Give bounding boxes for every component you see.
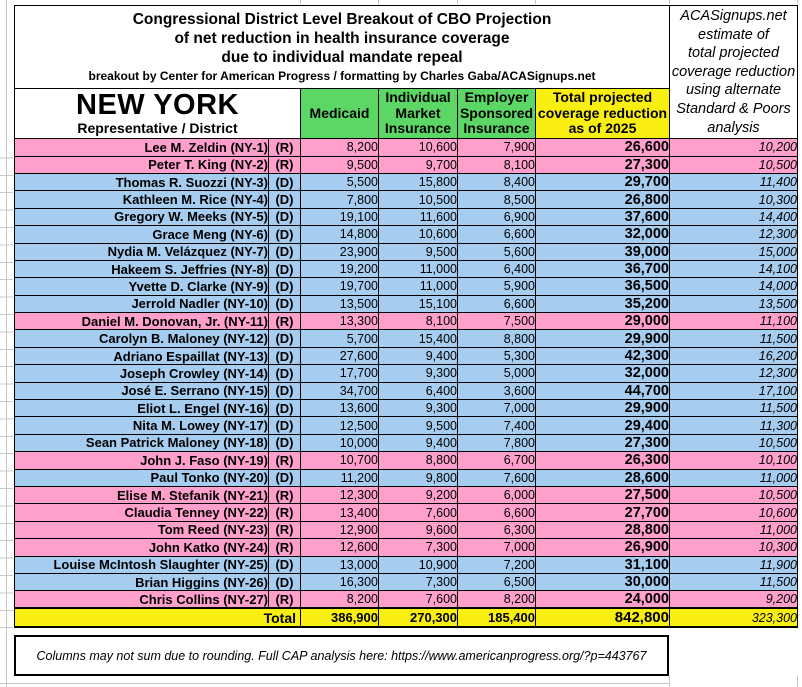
medicaid-cell[interactable]: 5,500 bbox=[301, 173, 379, 190]
employer-sponsored-cell[interactable]: 3,600 bbox=[458, 382, 536, 399]
total-projected-cell[interactable]: 31,100 bbox=[536, 556, 670, 573]
table-row bbox=[15, 417, 798, 434]
representative-cell[interactable]: John Katko (NY-24) bbox=[15, 539, 269, 556]
total-projected-cell[interactable]: 27,700 bbox=[536, 504, 670, 521]
table-row bbox=[15, 330, 798, 347]
party-cell[interactable]: (D) bbox=[269, 295, 301, 312]
grid-tick-top-5 bbox=[669, 0, 670, 4]
employer-sponsored-cell[interactable]: 7,200 bbox=[458, 556, 536, 573]
total-individual-market-cell[interactable]: 270,300 bbox=[379, 608, 458, 627]
individual-market-cell[interactable]: 7,600 bbox=[379, 591, 458, 609]
individual-market-cell[interactable]: 9,400 bbox=[379, 434, 458, 451]
representative-cell[interactable]: Tom Reed (NY-23) bbox=[15, 521, 269, 538]
individual-market-cell[interactable]: 9,300 bbox=[379, 400, 458, 417]
employer-sponsored-cell[interactable]: 7,000 bbox=[458, 539, 536, 556]
party-cell[interactable]: (D) bbox=[269, 400, 301, 417]
medicaid-cell[interactable]: 19,700 bbox=[301, 278, 379, 295]
representative-cell[interactable]: Sean Patrick Maloney (NY-18) bbox=[15, 434, 269, 451]
individual-market-cell[interactable]: 9,400 bbox=[379, 347, 458, 364]
title-credit: breakout by Center for American Progress / formatting by Charles Gaba/ACASignups.net bbox=[88, 68, 596, 83]
sp-estimate-cell[interactable]: 11,000 bbox=[670, 521, 798, 538]
party-cell[interactable]: (D) bbox=[269, 260, 301, 277]
party-cell[interactable]: (D) bbox=[269, 573, 301, 590]
individual-market-cell[interactable]: 7,600 bbox=[379, 504, 458, 521]
footnote-text: Columns may not sum due to rounding. Full CAP analysis here: https://www.americanprogress.org/?p=443767 bbox=[36, 648, 647, 663]
table-row bbox=[15, 556, 798, 573]
representative-cell[interactable]: Nita M. Lowey (NY-17) bbox=[15, 417, 269, 434]
state-header-cell bbox=[15, 88, 301, 139]
grid-vline-bottom-1 bbox=[669, 676, 670, 687]
individual-market-cell[interactable]: 11,000 bbox=[379, 260, 458, 277]
individual-market-cell[interactable]: 8,800 bbox=[379, 452, 458, 469]
representative-cell[interactable]: Grace Meng (NY-6) bbox=[15, 226, 269, 243]
total-projected-cell[interactable]: 32,000 bbox=[536, 226, 670, 243]
total-projected-cell[interactable]: 28,600 bbox=[536, 469, 670, 486]
medicaid-cell[interactable]: 19,200 bbox=[301, 260, 379, 277]
party-cell[interactable]: (R) bbox=[269, 313, 301, 330]
table-title bbox=[15, 6, 670, 89]
table-row bbox=[15, 295, 798, 312]
sp-estimate-cell[interactable]: 16,200 bbox=[670, 347, 798, 364]
total-projected-cell[interactable]: 26,900 bbox=[536, 539, 670, 556]
party-cell[interactable]: (D) bbox=[269, 434, 301, 451]
party-cell[interactable]: (R) bbox=[269, 521, 301, 538]
total-projected-cell[interactable]: 36,500 bbox=[536, 278, 670, 295]
table-row bbox=[15, 208, 798, 225]
grid-tick-top-2 bbox=[378, 0, 379, 4]
total-projected-cell[interactable]: 26,300 bbox=[536, 452, 670, 469]
individual-market-cell[interactable]: 15,400 bbox=[379, 330, 458, 347]
party-cell[interactable]: (R) bbox=[269, 504, 301, 521]
sp-estimate-cell[interactable]: 10,500 bbox=[670, 486, 798, 503]
total-projected-cell[interactable]: 44,700 bbox=[536, 382, 670, 399]
medicaid-cell[interactable]: 13,400 bbox=[301, 504, 379, 521]
individual-market-cell[interactable]: 15,800 bbox=[379, 173, 458, 190]
medicaid-cell[interactable]: 19,100 bbox=[301, 208, 379, 225]
party-cell[interactable]: (D) bbox=[269, 208, 301, 225]
party-cell[interactable]: (D) bbox=[269, 365, 301, 382]
table-row bbox=[15, 226, 798, 243]
medicaid-cell[interactable]: 9,500 bbox=[301, 156, 379, 173]
medicaid-cell[interactable]: 12,300 bbox=[301, 486, 379, 503]
total-projected-cell[interactable]: 28,800 bbox=[536, 521, 670, 538]
medicaid-cell[interactable]: 14,800 bbox=[301, 226, 379, 243]
individual-market-cell[interactable]: 9,500 bbox=[379, 243, 458, 260]
individual-market-cell[interactable]: 6,400 bbox=[379, 382, 458, 399]
medicaid-cell[interactable]: 13,000 bbox=[301, 556, 379, 573]
column-header-individual-market: Individual Market Insurance bbox=[379, 88, 458, 139]
employer-sponsored-cell[interactable]: 7,000 bbox=[458, 400, 536, 417]
party-cell[interactable]: (D) bbox=[269, 417, 301, 434]
column-header-medicaid: Medicaid bbox=[301, 88, 379, 139]
sp-estimate-cell[interactable]: 15,000 bbox=[670, 243, 798, 260]
party-cell[interactable]: (R) bbox=[269, 156, 301, 173]
sp-estimate-cell[interactable]: 11,000 bbox=[670, 469, 798, 486]
medicaid-cell[interactable]: 13,300 bbox=[301, 313, 379, 330]
party-cell[interactable]: (D) bbox=[269, 226, 301, 243]
employer-sponsored-cell[interactable]: 6,900 bbox=[458, 208, 536, 225]
medicaid-cell[interactable]: 8,200 bbox=[301, 139, 379, 156]
sp-estimate-cell[interactable]: 14,100 bbox=[670, 260, 798, 277]
grid-hline-bottom bbox=[0, 683, 669, 684]
sp-estimate-cell[interactable]: 17,100 bbox=[670, 382, 798, 399]
total-projected-cell[interactable]: 32,000 bbox=[536, 365, 670, 382]
table-row bbox=[15, 173, 798, 190]
total-projected-cell[interactable]: 37,600 bbox=[536, 208, 670, 225]
total-employer-sponsored-cell[interactable]: 185,400 bbox=[458, 608, 536, 627]
employer-sponsored-cell[interactable]: 5,600 bbox=[458, 243, 536, 260]
medicaid-cell[interactable]: 10,000 bbox=[301, 434, 379, 451]
employer-sponsored-cell[interactable]: 6,400 bbox=[458, 260, 536, 277]
sp-estimate-cell[interactable]: 12,300 bbox=[670, 226, 798, 243]
party-cell[interactable]: (D) bbox=[269, 243, 301, 260]
representative-cell[interactable]: Claudia Tenney (NY-22) bbox=[15, 504, 269, 521]
individual-market-cell[interactable]: 9,700 bbox=[379, 156, 458, 173]
grid-tick-top-1 bbox=[300, 0, 301, 4]
party-cell[interactable]: (D) bbox=[269, 330, 301, 347]
medicaid-cell[interactable]: 8,200 bbox=[301, 591, 379, 609]
total-projected-cell[interactable]: 29,000 bbox=[536, 313, 670, 330]
table-row bbox=[15, 347, 798, 364]
total-sp-estimate-cell[interactable]: 323,300 bbox=[670, 608, 798, 627]
sp-estimate-cell[interactable]: 14,000 bbox=[670, 278, 798, 295]
total-projected-cell[interactable]: 27,300 bbox=[536, 434, 670, 451]
employer-sponsored-cell[interactable]: 8,100 bbox=[458, 156, 536, 173]
table-row bbox=[15, 260, 798, 277]
employer-sponsored-cell[interactable]: 6,000 bbox=[458, 486, 536, 503]
total-projected-cell[interactable]: 27,300 bbox=[536, 156, 670, 173]
representative-cell[interactable]: Adriano Espaillat (NY-13) bbox=[15, 347, 269, 364]
table-row bbox=[15, 382, 798, 399]
table-row bbox=[15, 452, 798, 469]
representative-cell[interactable]: Louise McIntosh Slaughter (NY-25) bbox=[15, 556, 269, 573]
medicaid-cell[interactable]: 11,200 bbox=[301, 469, 379, 486]
table-row bbox=[15, 486, 798, 503]
representative-cell[interactable]: John J. Faso (NY-19) bbox=[15, 452, 269, 469]
title-row bbox=[15, 6, 798, 89]
employer-sponsored-cell[interactable]: 8,200 bbox=[458, 591, 536, 609]
table-row bbox=[15, 365, 798, 382]
employer-sponsored-cell[interactable]: 7,500 bbox=[458, 313, 536, 330]
total-projected-cell[interactable]: 27,500 bbox=[536, 486, 670, 503]
medicaid-cell[interactable]: 7,800 bbox=[301, 191, 379, 208]
sp-estimate-cell[interactable]: 11,900 bbox=[670, 556, 798, 573]
grid-tick-top-3 bbox=[457, 0, 458, 4]
representative-cell[interactable]: Gregory W. Meeks (NY-5) bbox=[15, 208, 269, 225]
employer-sponsored-cell[interactable]: 6,300 bbox=[458, 521, 536, 538]
representative-cell[interactable]: Kathleen M. Rice (NY-4) bbox=[15, 191, 269, 208]
representative-cell[interactable]: Thomas R. Suozzi (NY-3) bbox=[15, 173, 269, 190]
table-row bbox=[15, 539, 798, 556]
total-projected-cell[interactable]: 24,000 bbox=[536, 591, 670, 609]
party-cell[interactable]: (R) bbox=[269, 539, 301, 556]
individual-market-cell[interactable]: 7,300 bbox=[379, 573, 458, 590]
total-projected-cell[interactable]: 842,800 bbox=[536, 608, 670, 627]
employer-sponsored-cell[interactable]: 5,300 bbox=[458, 347, 536, 364]
grid-tick-top-4 bbox=[535, 0, 536, 4]
individual-market-cell[interactable]: 15,100 bbox=[379, 295, 458, 312]
party-cell[interactable]: (D) bbox=[269, 173, 301, 190]
total-projected-cell[interactable]: 39,000 bbox=[536, 243, 670, 260]
individual-market-cell[interactable]: 7,300 bbox=[379, 539, 458, 556]
employer-sponsored-cell[interactable]: 6,600 bbox=[458, 295, 536, 312]
employer-sponsored-cell[interactable]: 5,900 bbox=[458, 278, 536, 295]
employer-sponsored-cell[interactable]: 6,600 bbox=[458, 504, 536, 521]
sp-estimate-cell[interactable]: 9,200 bbox=[670, 591, 798, 609]
party-cell[interactable]: (R) bbox=[269, 139, 301, 156]
sp-estimate-cell[interactable]: 10,300 bbox=[670, 191, 798, 208]
total-projected-cell[interactable]: 29,900 bbox=[536, 330, 670, 347]
grid-vline-bottom-2 bbox=[797, 676, 798, 687]
total-projected-cell[interactable]: 29,400 bbox=[536, 417, 670, 434]
representative-cell[interactable]: Jerrold Nadler (NY-10) bbox=[15, 295, 269, 312]
table-row bbox=[15, 191, 798, 208]
total-projected-cell[interactable]: 29,900 bbox=[536, 400, 670, 417]
individual-market-cell[interactable]: 11,600 bbox=[379, 208, 458, 225]
grid-row-lines bbox=[0, 141, 13, 631]
sp-estimate-cell[interactable]: 10,200 bbox=[670, 139, 798, 156]
representative-cell[interactable]: Joseph Crowley (NY-14) bbox=[15, 365, 269, 382]
employer-sponsored-cell[interactable]: 8,800 bbox=[458, 330, 536, 347]
table-row bbox=[15, 313, 798, 330]
total-projected-cell[interactable]: 30,000 bbox=[536, 573, 670, 590]
table-row bbox=[15, 469, 798, 486]
sp-estimate-cell[interactable]: 11,100 bbox=[670, 313, 798, 330]
party-cell[interactable]: (D) bbox=[269, 469, 301, 486]
representative-cell[interactable]: Yvette D. Clarke (NY-9) bbox=[15, 278, 269, 295]
medicaid-cell[interactable]: 13,600 bbox=[301, 400, 379, 417]
sp-estimate-cell[interactable]: 10,100 bbox=[670, 452, 798, 469]
sp-estimate-cell[interactable]: 14,400 bbox=[670, 208, 798, 225]
medicaid-cell[interactable]: 16,300 bbox=[301, 573, 379, 590]
individual-market-cell[interactable]: 9,600 bbox=[379, 521, 458, 538]
sp-estimate-cell[interactable]: 11,400 bbox=[670, 173, 798, 190]
employer-sponsored-cell[interactable]: 7,900 bbox=[458, 139, 536, 156]
table-row bbox=[15, 573, 798, 590]
party-cell[interactable]: (D) bbox=[269, 347, 301, 364]
medicaid-cell[interactable]: 10,700 bbox=[301, 452, 379, 469]
party-cell[interactable]: (D) bbox=[269, 382, 301, 399]
table-row bbox=[15, 278, 798, 295]
sp-estimate-cell[interactable]: 11,500 bbox=[670, 573, 798, 590]
representative-cell[interactable]: Brian Higgins (NY-26) bbox=[15, 573, 269, 590]
employer-sponsored-cell[interactable]: 6,700 bbox=[458, 452, 536, 469]
medicaid-cell[interactable]: 13,500 bbox=[301, 295, 379, 312]
representative-cell[interactable]: Daniel M. Donovan, Jr. (NY-11) bbox=[15, 313, 269, 330]
medicaid-cell[interactable]: 12,900 bbox=[301, 521, 379, 538]
representative-cell[interactable]: Peter T. King (NY-2) bbox=[15, 156, 269, 173]
total-projected-cell[interactable]: 29,700 bbox=[536, 173, 670, 190]
coverage-table bbox=[14, 5, 798, 628]
party-cell[interactable]: (R) bbox=[269, 452, 301, 469]
total-projected-cell[interactable]: 42,300 bbox=[536, 347, 670, 364]
individual-market-cell[interactable]: 9,300 bbox=[379, 365, 458, 382]
column-header-total-projected: Total projected coverage reduction as of 2025 bbox=[536, 88, 670, 139]
total-projected-cell[interactable]: 36,700 bbox=[536, 260, 670, 277]
representative-cell[interactable]: Chris Collins (NY-27) bbox=[15, 591, 269, 609]
medicaid-cell[interactable]: 34,700 bbox=[301, 382, 379, 399]
sp-estimate-cell[interactable]: 11,500 bbox=[670, 400, 798, 417]
sp-estimate-cell[interactable]: 10,300 bbox=[670, 539, 798, 556]
medicaid-cell[interactable]: 12,600 bbox=[301, 539, 379, 556]
table-row bbox=[15, 591, 798, 609]
representative-cell[interactable]: Carolyn B. Maloney (NY-12) bbox=[15, 330, 269, 347]
party-cell[interactable]: (R) bbox=[269, 486, 301, 503]
individual-market-cell[interactable]: 10,900 bbox=[379, 556, 458, 573]
representative-cell[interactable]: Lee M. Zeldin (NY-1) bbox=[15, 139, 269, 156]
total-medicaid-cell[interactable]: 386,900 bbox=[301, 608, 379, 627]
employer-sponsored-cell[interactable]: 5,000 bbox=[458, 365, 536, 382]
total-projected-cell[interactable]: 35,200 bbox=[536, 295, 670, 312]
individual-market-cell[interactable]: 9,500 bbox=[379, 417, 458, 434]
representative-cell[interactable]: Paul Tonko (NY-20) bbox=[15, 469, 269, 486]
individual-market-cell[interactable]: 10,500 bbox=[379, 191, 458, 208]
employer-sponsored-cell[interactable]: 7,800 bbox=[458, 434, 536, 451]
sp-estimate-cell[interactable]: 12,300 bbox=[670, 365, 798, 382]
sp-estimate-cell[interactable]: 11,500 bbox=[670, 330, 798, 347]
individual-market-cell[interactable]: 9,200 bbox=[379, 486, 458, 503]
title-line-3: due to individual mandate repeal bbox=[221, 48, 463, 66]
sp-estimate-cell[interactable]: 11,300 bbox=[670, 417, 798, 434]
sp-estimate-note: ACASignups.net estimate of total projected coverage reduction using alternate Standard & Poors analysis bbox=[670, 6, 798, 139]
employer-sponsored-cell[interactable]: 8,500 bbox=[458, 191, 536, 208]
medicaid-cell[interactable]: 23,900 bbox=[301, 243, 379, 260]
sp-estimate-cell[interactable]: 10,500 bbox=[670, 434, 798, 451]
sp-estimate-cell[interactable]: 10,500 bbox=[670, 156, 798, 173]
party-cell[interactable]: (D) bbox=[269, 278, 301, 295]
representative-cell[interactable]: Eliot L. Engel (NY-16) bbox=[15, 400, 269, 417]
representative-cell[interactable]: Hakeem S. Jeffries (NY-8) bbox=[15, 260, 269, 277]
employer-sponsored-cell[interactable]: 7,400 bbox=[458, 417, 536, 434]
table-row bbox=[15, 243, 798, 260]
employer-sponsored-cell[interactable]: 7,600 bbox=[458, 469, 536, 486]
individual-market-cell[interactable]: 11,000 bbox=[379, 278, 458, 295]
representative-cell[interactable]: Elise M. Stefanik (NY-21) bbox=[15, 486, 269, 503]
individual-market-cell[interactable]: 9,800 bbox=[379, 469, 458, 486]
table-row bbox=[15, 504, 798, 521]
employer-sponsored-cell[interactable]: 8,400 bbox=[458, 173, 536, 190]
sp-estimate-cell[interactable]: 13,500 bbox=[670, 295, 798, 312]
individual-market-cell[interactable]: 10,600 bbox=[379, 226, 458, 243]
medicaid-cell[interactable]: 27,600 bbox=[301, 347, 379, 364]
medicaid-cell[interactable]: 12,500 bbox=[301, 417, 379, 434]
total-projected-cell[interactable]: 26,600 bbox=[536, 139, 670, 156]
representative-cell[interactable]: Nydia M. Velázquez (NY-7) bbox=[15, 243, 269, 260]
total-row bbox=[15, 608, 798, 627]
table-row bbox=[15, 521, 798, 538]
column-header-employer-sponsored: Employer Sponsored Insurance bbox=[458, 88, 536, 139]
grid-tick-top-6 bbox=[797, 0, 798, 4]
table-row bbox=[15, 156, 798, 173]
state-name: NEW YORK bbox=[76, 89, 239, 122]
employer-sponsored-cell[interactable]: 6,500 bbox=[458, 573, 536, 590]
table-row bbox=[15, 139, 798, 156]
party-cell[interactable]: (D) bbox=[269, 191, 301, 208]
party-cell[interactable]: (R) bbox=[269, 591, 301, 609]
individual-market-cell[interactable]: 8,100 bbox=[379, 313, 458, 330]
footnote bbox=[14, 635, 669, 676]
party-cell[interactable]: (D) bbox=[269, 556, 301, 573]
state-subtitle: Representative / District bbox=[77, 120, 238, 137]
employer-sponsored-cell[interactable]: 6,600 bbox=[458, 226, 536, 243]
individual-market-cell[interactable]: 10,600 bbox=[379, 139, 458, 156]
sp-estimate-cell[interactable]: 10,600 bbox=[670, 504, 798, 521]
total-projected-cell[interactable]: 26,800 bbox=[536, 191, 670, 208]
title-line-2: of net reduction in health insurance coverage bbox=[174, 29, 510, 47]
table-row bbox=[15, 434, 798, 451]
table-row bbox=[15, 400, 798, 417]
medicaid-cell[interactable]: 5,700 bbox=[301, 330, 379, 347]
medicaid-cell[interactable]: 17,700 bbox=[301, 365, 379, 382]
representative-cell[interactable]: José E. Serrano (NY-15) bbox=[15, 382, 269, 399]
total-label-cell[interactable]: Total bbox=[15, 608, 301, 627]
title-line-1: Congressional District Level Breakout of CBO Projection bbox=[132, 10, 552, 28]
